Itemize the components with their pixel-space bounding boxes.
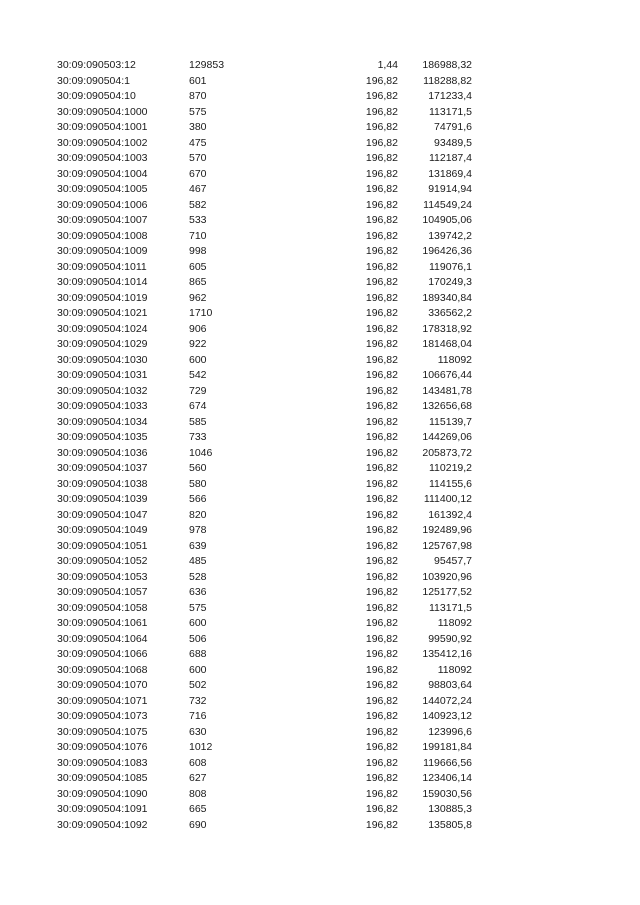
value-cell: 104905,06 bbox=[422, 214, 472, 226]
cadastral-number-cell: 30:09:090504:1053 bbox=[57, 570, 148, 583]
value-cell: 99590,92 bbox=[428, 632, 472, 645]
value-cell: 113171,5 bbox=[428, 601, 472, 614]
cadastral-number-cell: 30:09:090504:1031 bbox=[57, 369, 148, 381]
rate-cell: 196,82 bbox=[365, 663, 398, 676]
area-cell: 605 bbox=[189, 260, 207, 273]
cadastral-number-cell: 30:09:090504:1003 bbox=[57, 152, 148, 164]
cadastral-number-cell: 30:09:090504:1070 bbox=[57, 679, 148, 691]
value-cell: 112187,4 bbox=[428, 152, 472, 164]
area-cell: 575 bbox=[189, 105, 207, 118]
table-row bbox=[0, 663, 640, 679]
rate-cell: 196,82 bbox=[365, 586, 398, 598]
area-cell: 729 bbox=[189, 384, 207, 397]
area-cell: 506 bbox=[189, 632, 207, 645]
cadastral-number-cell: 30:09:090504:1005 bbox=[57, 183, 148, 195]
rate-cell: 196,82 bbox=[365, 446, 398, 459]
area-cell: 710 bbox=[189, 229, 207, 242]
value-cell: 131869,4 bbox=[428, 167, 472, 180]
cadastral-number-cell: 30:09:090504:10 bbox=[57, 90, 136, 102]
rate-cell: 196,82 bbox=[365, 431, 398, 443]
rate-cell: 196,82 bbox=[365, 291, 398, 304]
cadastral-number-cell: 30:09:090504:1047 bbox=[57, 508, 148, 521]
cadastral-number-cell: 30:09:090504:1058 bbox=[57, 601, 148, 614]
cadastral-number-cell: 30:09:090504:1032 bbox=[57, 384, 148, 397]
table-row bbox=[0, 787, 640, 803]
value-cell: 111400,12 bbox=[423, 493, 472, 505]
table-row bbox=[0, 508, 640, 524]
area-cell: 820 bbox=[189, 508, 207, 521]
table-row bbox=[0, 585, 640, 601]
area-cell: 380 bbox=[189, 121, 207, 133]
value-cell: 113171,5 bbox=[428, 105, 472, 118]
value-cell: 110219,2 bbox=[428, 462, 472, 474]
table-row bbox=[0, 492, 640, 508]
area-cell: 1012 bbox=[189, 741, 213, 753]
area-cell: 600 bbox=[189, 353, 207, 366]
value-cell: 199181,84 bbox=[422, 741, 472, 753]
cadastral-number-cell: 30:09:090504:1002 bbox=[57, 136, 148, 149]
value-cell: 118092 bbox=[437, 353, 472, 366]
cadastral-number-cell: 30:09:090504:1075 bbox=[57, 725, 148, 738]
cadastral-number-cell: 30:09:090504:1068 bbox=[57, 663, 148, 676]
cadastral-number-cell: 30:09:090504:1083 bbox=[57, 756, 148, 769]
area-cell: 467 bbox=[189, 183, 207, 195]
rate-cell: 196,82 bbox=[365, 245, 398, 257]
table-row bbox=[0, 446, 640, 462]
area-cell: 906 bbox=[189, 322, 207, 335]
cadastral-number-cell: 30:09:090504:1085 bbox=[57, 772, 148, 784]
area-cell: 600 bbox=[189, 663, 207, 676]
cadastral-number-cell: 30:09:090504:1014 bbox=[57, 276, 148, 288]
rate-cell: 196,82 bbox=[365, 787, 398, 800]
rate-cell: 196,82 bbox=[365, 167, 398, 180]
table-row bbox=[0, 740, 640, 756]
value-cell: 159030,56 bbox=[422, 787, 472, 800]
table-row bbox=[0, 771, 640, 787]
area-cell: 670 bbox=[189, 167, 207, 180]
rate-cell: 196,82 bbox=[365, 477, 398, 490]
rate-cell: 196,82 bbox=[365, 260, 398, 273]
table-row bbox=[0, 384, 640, 400]
cadastral-number-cell: 30:09:090504:1039 bbox=[57, 493, 148, 505]
cadastral-number-cell: 30:09:090504:1057 bbox=[57, 586, 148, 598]
table-row bbox=[0, 725, 640, 741]
table-row bbox=[0, 616, 640, 632]
area-cell: 688 bbox=[189, 648, 207, 660]
area-cell: 533 bbox=[189, 214, 207, 226]
rate-cell: 196,82 bbox=[365, 725, 398, 738]
cadastral-number-cell: 30:09:090503:12 bbox=[57, 59, 136, 71]
cadastral-number-cell: 30:09:090504:1061 bbox=[57, 617, 148, 629]
value-cell: 95457,7 bbox=[434, 555, 472, 567]
value-cell: 139742,2 bbox=[428, 229, 472, 242]
rate-cell: 196,82 bbox=[365, 198, 398, 211]
value-cell: 140923,12 bbox=[422, 710, 472, 722]
cadastral-number-cell: 30:09:090504:1000 bbox=[57, 105, 148, 118]
cadastral-number-cell: 30:09:090504:1049 bbox=[57, 524, 148, 536]
value-cell: 192489,96 bbox=[422, 524, 472, 536]
table-row bbox=[0, 306, 640, 322]
rate-cell: 196,82 bbox=[365, 74, 398, 87]
rate-cell: 196,82 bbox=[365, 818, 398, 831]
area-cell: 475 bbox=[189, 136, 207, 149]
table-row bbox=[0, 229, 640, 245]
cadastral-number-cell: 30:09:090504:1066 bbox=[57, 648, 148, 660]
table-row bbox=[0, 647, 640, 663]
table-row bbox=[0, 818, 640, 834]
value-cell: 119076,1 bbox=[428, 260, 472, 273]
rate-cell: 196,82 bbox=[365, 710, 398, 722]
cadastral-number-cell: 30:09:090504:1064 bbox=[57, 632, 148, 645]
rate-cell: 196,82 bbox=[365, 276, 398, 288]
data-table bbox=[0, 58, 640, 833]
area-cell: 870 bbox=[189, 90, 207, 102]
rate-cell: 196,82 bbox=[365, 756, 398, 769]
value-cell: 125177,52 bbox=[422, 586, 472, 598]
area-cell: 129853 bbox=[189, 59, 225, 71]
value-cell: 103920,96 bbox=[422, 570, 472, 583]
value-cell: 144269,06 bbox=[422, 431, 472, 443]
table-row bbox=[0, 570, 640, 586]
area-cell: 674 bbox=[189, 400, 207, 412]
value-cell: 170249,3 bbox=[428, 276, 472, 288]
rate-cell: 196,82 bbox=[365, 136, 398, 149]
cadastral-number-cell: 30:09:090504:1035 bbox=[57, 431, 148, 443]
table-row bbox=[0, 182, 640, 198]
value-cell: 181468,04 bbox=[422, 338, 472, 350]
cadastral-number-cell: 30:09:090504:1006 bbox=[57, 198, 148, 211]
rate-cell: 196,82 bbox=[365, 229, 398, 242]
cadastral-number-cell: 30:09:090504:1052 bbox=[57, 555, 148, 567]
value-cell: 119666,56 bbox=[423, 756, 472, 769]
cadastral-number-cell: 30:09:090504:1029 bbox=[57, 338, 148, 350]
value-cell: 118288,82 bbox=[423, 74, 472, 87]
table-row bbox=[0, 477, 640, 493]
rate-cell: 196,82 bbox=[365, 570, 398, 583]
cadastral-number-cell: 30:09:090504:1034 bbox=[57, 415, 148, 428]
rate-cell: 196,82 bbox=[365, 214, 398, 226]
table-row bbox=[0, 523, 640, 539]
rate-cell: 196,82 bbox=[365, 617, 398, 629]
cadastral-number-cell: 30:09:090504:1021 bbox=[57, 307, 148, 319]
area-cell: 636 bbox=[189, 586, 207, 598]
table-row bbox=[0, 291, 640, 307]
value-cell: 114155,6 bbox=[428, 477, 472, 490]
table-row bbox=[0, 120, 640, 136]
area-cell: 608 bbox=[189, 756, 207, 769]
rate-cell: 196,82 bbox=[365, 183, 398, 195]
area-cell: 733 bbox=[189, 431, 207, 443]
cadastral-number-cell: 30:09:090504:1 bbox=[57, 74, 130, 87]
value-cell: 114549,24 bbox=[423, 198, 472, 211]
value-cell: 123996,6 bbox=[428, 725, 472, 738]
value-cell: 336562,2 bbox=[428, 307, 472, 319]
value-cell: 123406,14 bbox=[422, 772, 472, 784]
area-cell: 580 bbox=[189, 477, 207, 490]
cadastral-number-cell: 30:09:090504:1091 bbox=[57, 803, 148, 815]
value-cell: 186988,32 bbox=[422, 59, 472, 71]
table-row bbox=[0, 632, 640, 648]
rate-cell: 196,82 bbox=[365, 555, 398, 567]
rate-cell: 196,82 bbox=[365, 105, 398, 118]
area-cell: 582 bbox=[189, 198, 207, 211]
table-row bbox=[0, 694, 640, 710]
table-row bbox=[0, 322, 640, 338]
cadastral-number-cell: 30:09:090504:1090 bbox=[57, 787, 148, 800]
value-cell: 205873,72 bbox=[422, 446, 472, 459]
value-cell: 115139,7 bbox=[428, 415, 472, 428]
rate-cell: 196,82 bbox=[365, 369, 398, 381]
value-cell: 74791,6 bbox=[434, 121, 472, 133]
rate-cell: 196,82 bbox=[365, 741, 398, 753]
table-row bbox=[0, 89, 640, 105]
cadastral-number-cell: 30:09:090504:1051 bbox=[57, 539, 148, 552]
rate-cell: 196,82 bbox=[365, 524, 398, 536]
table-row bbox=[0, 136, 640, 152]
table-row bbox=[0, 756, 640, 772]
value-cell: 118092 bbox=[437, 663, 472, 676]
cadastral-number-cell: 30:09:090504:1019 bbox=[57, 291, 148, 304]
rate-cell: 196,82 bbox=[365, 679, 398, 691]
area-cell: 585 bbox=[189, 415, 207, 428]
value-cell: 189340,84 bbox=[422, 291, 472, 304]
cadastral-number-cell: 30:09:090504:1076 bbox=[57, 741, 148, 753]
cadastral-number-cell: 30:09:090504:1073 bbox=[57, 710, 148, 722]
area-cell: 601 bbox=[189, 74, 207, 87]
rate-cell: 196,82 bbox=[365, 307, 398, 319]
table-row bbox=[0, 415, 640, 431]
rate-cell: 196,82 bbox=[365, 415, 398, 428]
value-cell: 98803,64 bbox=[428, 679, 472, 691]
value-cell: 144072,24 bbox=[422, 694, 472, 707]
rate-cell: 196,82 bbox=[365, 493, 398, 505]
area-cell: 485 bbox=[189, 555, 207, 567]
rate-cell: 196,82 bbox=[365, 601, 398, 614]
area-cell: 627 bbox=[189, 772, 207, 784]
rate-cell: 196,82 bbox=[365, 338, 398, 350]
value-cell: 91914,94 bbox=[428, 183, 472, 195]
area-cell: 566 bbox=[189, 493, 207, 505]
table-row bbox=[0, 58, 640, 74]
area-cell: 630 bbox=[189, 725, 207, 738]
area-cell: 560 bbox=[189, 462, 207, 474]
value-cell: 106676,44 bbox=[422, 369, 472, 381]
table-row bbox=[0, 554, 640, 570]
value-cell: 171233,4 bbox=[428, 90, 472, 102]
table-row bbox=[0, 353, 640, 369]
table-row bbox=[0, 601, 640, 617]
area-cell: 732 bbox=[189, 694, 207, 707]
table-row bbox=[0, 337, 640, 353]
area-cell: 600 bbox=[189, 617, 207, 629]
rate-cell: 196,82 bbox=[365, 462, 398, 474]
table-row bbox=[0, 198, 640, 214]
table-row bbox=[0, 213, 640, 229]
area-cell: 639 bbox=[189, 539, 207, 552]
value-cell: 143481,78 bbox=[422, 384, 472, 397]
rate-cell: 196,82 bbox=[365, 400, 398, 412]
area-cell: 502 bbox=[189, 679, 207, 691]
table-row bbox=[0, 151, 640, 167]
area-cell: 998 bbox=[189, 245, 207, 257]
rate-cell: 196,82 bbox=[365, 384, 398, 397]
area-cell: 808 bbox=[189, 787, 207, 800]
table-row bbox=[0, 539, 640, 555]
rate-cell: 196,82 bbox=[365, 353, 398, 366]
rate-cell: 196,82 bbox=[365, 322, 398, 335]
value-cell: 125767,98 bbox=[422, 539, 472, 552]
cadastral-number-cell: 30:09:090504:1008 bbox=[57, 229, 148, 242]
table-row bbox=[0, 709, 640, 725]
area-cell: 922 bbox=[189, 338, 207, 350]
rate-cell: 196,82 bbox=[365, 152, 398, 164]
area-cell: 542 bbox=[189, 369, 207, 381]
cadastral-number-cell: 30:09:090504:1004 bbox=[57, 167, 148, 180]
cadastral-number-cell: 30:09:090504:1009 bbox=[57, 245, 148, 257]
rate-cell: 196,82 bbox=[365, 694, 398, 707]
value-cell: 130885,3 bbox=[428, 803, 472, 815]
rate-cell: 196,82 bbox=[365, 539, 398, 552]
value-cell: 93489,5 bbox=[434, 136, 472, 149]
table-row bbox=[0, 399, 640, 415]
area-cell: 978 bbox=[189, 524, 207, 536]
rate-cell: 196,82 bbox=[365, 508, 398, 521]
value-cell: 135412,16 bbox=[422, 648, 472, 660]
value-cell: 118092 bbox=[437, 617, 472, 629]
area-cell: 865 bbox=[189, 276, 207, 288]
table-row bbox=[0, 244, 640, 260]
table-row bbox=[0, 368, 640, 384]
value-cell: 196426,36 bbox=[422, 245, 472, 257]
table-row bbox=[0, 802, 640, 818]
table-row bbox=[0, 430, 640, 446]
area-cell: 1710 bbox=[189, 307, 213, 319]
table-row bbox=[0, 678, 640, 694]
cadastral-number-cell: 30:09:090504:1030 bbox=[57, 353, 148, 366]
table-row bbox=[0, 167, 640, 183]
rate-cell: 196,82 bbox=[365, 121, 398, 133]
rate-cell: 196,82 bbox=[365, 772, 398, 784]
value-cell: 161392,4 bbox=[428, 508, 472, 521]
rate-cell: 196,82 bbox=[365, 803, 398, 815]
table-row bbox=[0, 74, 640, 90]
cadastral-number-cell: 30:09:090504:1011 bbox=[57, 260, 147, 273]
area-cell: 716 bbox=[189, 710, 207, 722]
area-cell: 528 bbox=[189, 570, 207, 583]
rate-cell: 196,82 bbox=[365, 632, 398, 645]
area-cell: 665 bbox=[189, 803, 207, 815]
area-cell: 570 bbox=[189, 152, 207, 164]
table-row bbox=[0, 105, 640, 121]
cadastral-number-cell: 30:09:090504:1033 bbox=[57, 400, 148, 412]
cadastral-number-cell: 30:09:090504:1071 bbox=[57, 694, 148, 707]
area-cell: 575 bbox=[189, 601, 207, 614]
table-row bbox=[0, 275, 640, 291]
area-cell: 690 bbox=[189, 818, 207, 831]
area-cell: 962 bbox=[189, 291, 207, 304]
cadastral-number-cell: 30:09:090504:1001 bbox=[57, 121, 148, 133]
rate-cell: 196,82 bbox=[365, 648, 398, 660]
cadastral-number-cell: 30:09:090504:1007 bbox=[57, 214, 148, 226]
table-row bbox=[0, 260, 640, 276]
cadastral-number-cell: 30:09:090504:1038 bbox=[57, 477, 148, 490]
cadastral-number-cell: 30:09:090504:1024 bbox=[57, 322, 148, 335]
area-cell: 1046 bbox=[189, 446, 213, 459]
table-row bbox=[0, 461, 640, 477]
cadastral-number-cell: 30:09:090504:1037 bbox=[57, 462, 148, 474]
cadastral-number-cell: 30:09:090504:1036 bbox=[57, 446, 148, 459]
cadastral-number-cell: 30:09:090504:1092 bbox=[57, 818, 148, 831]
rate-cell: 196,82 bbox=[365, 90, 398, 102]
value-cell: 178318,92 bbox=[422, 322, 472, 335]
rate-cell: 1,44 bbox=[377, 59, 398, 71]
value-cell: 132656,68 bbox=[422, 400, 472, 412]
value-cell: 135805,8 bbox=[428, 818, 472, 831]
